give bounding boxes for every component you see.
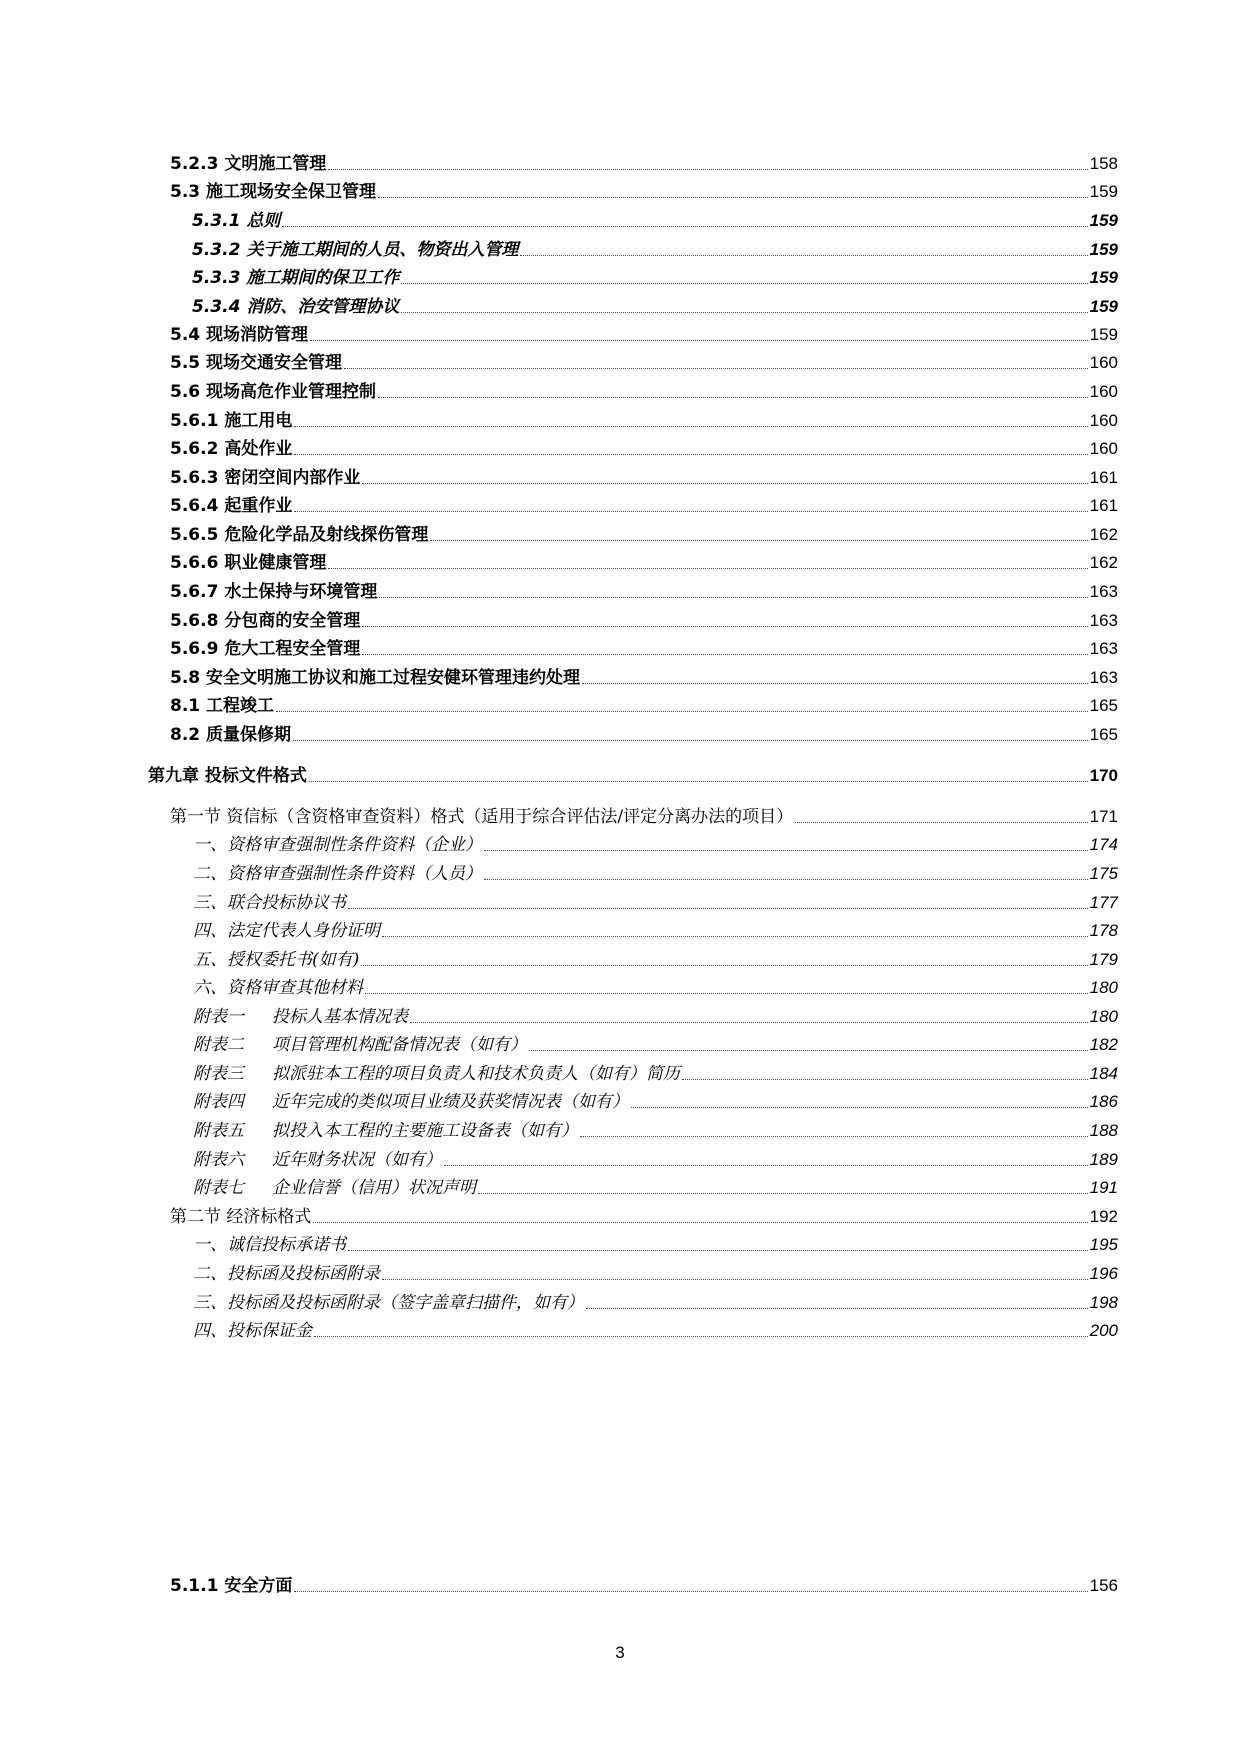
toc-entry[interactable] [170,434,1118,462]
toc-row [0,634,1240,662]
toc-entry[interactable] [170,1571,1118,1599]
toc-entry-title: 8.2 质量保修期 [170,725,292,745]
toc-page-number: 171 [1089,807,1118,826]
toc-dot-leader [410,1022,1088,1023]
toc-row [0,548,1240,576]
toc-entry-text: 近年完成的类似项目业绩及获奖情况表（如有） [272,1092,629,1112]
toc-entry-title: 8.1 工程竣工 [170,696,275,716]
toc-page-number: 159 [1089,268,1118,287]
toc-entry-title: 三、联合投标协议书 [193,893,346,913]
toc-entry[interactable] [192,206,1118,234]
toc-entry[interactable] [193,1059,1118,1087]
toc-row [0,491,1240,519]
toc-entry-title: 5.6.7 水土保持与环境管理 [170,582,378,602]
toc-row [0,606,1240,634]
toc-row [0,973,1240,1001]
toc-page-number: 182 [1089,1035,1118,1054]
toc-row [0,377,1240,405]
toc-row [0,263,1240,291]
toc-entry[interactable] [193,1288,1118,1316]
toc-page-number: 165 [1089,696,1118,715]
toc-dot-leader [382,1279,1088,1280]
toc-page-number: 191 [1089,1178,1118,1197]
toc-row [0,1202,1240,1230]
toc-row [0,1316,1240,1344]
toc-entry[interactable] [193,1173,1118,1201]
toc-entry-title: 5.8 安全文明施工协议和施工过程安健环管理违约处理 [170,668,581,688]
toc-entry-title: 5.3.3 施工期间的保卫工作 [192,268,400,288]
toc-entry-title: 5.6.8 分包商的安全管理 [170,611,361,631]
toc-page-number: 160 [1089,353,1118,372]
toc-entry[interactable] [170,548,1118,576]
toc-row [0,520,1240,548]
toc-dot-leader [348,908,1088,909]
toc-row [0,1002,1240,1030]
toc-dot-leader [520,255,1087,256]
toc-entry-title: 5.4 现场消防管理 [170,325,309,345]
toc-page-number: 160 [1089,411,1118,430]
toc-entry-label: 附表四 [193,1092,244,1112]
toc-dot-leader [379,597,1087,598]
toc-entry-title: 5.3.4 消防、治安管理协议 [192,297,400,317]
toc-page-number: 160 [1089,382,1118,401]
toc-entry[interactable] [170,720,1118,748]
toc-page-number: 200 [1089,1321,1118,1340]
toc-page-number: 159 [1089,240,1118,259]
toc-entry[interactable] [170,463,1118,491]
toc-entry[interactable] [193,888,1118,916]
toc-row [0,1030,1240,1058]
toc-entry[interactable] [192,292,1118,320]
toc-entry[interactable] [192,235,1118,263]
toc-row [0,1288,1240,1316]
toc-entry-title: 5.6.5 危险化学品及射线探伤管理 [170,525,429,545]
toc-dot-leader [378,397,1088,398]
toc-page-number: 158 [1089,154,1118,173]
toc-dot-leader [631,1107,1088,1108]
toc-page-number: 159 [1089,182,1118,201]
toc-page-number: 159 [1089,297,1118,316]
toc-entry[interactable] [170,406,1118,434]
toc-row [0,830,1240,858]
toc-entry[interactable] [193,1116,1118,1144]
toc-row [0,320,1240,348]
toc-row [0,1087,1240,1115]
toc-row [0,1259,1240,1287]
toc-dot-leader [401,283,1087,284]
toc-row [0,177,1240,205]
toc-page-number: 189 [1089,1150,1118,1169]
toc-page-number: 186 [1089,1092,1118,1111]
toc-entry[interactable] [193,973,1118,1001]
toc-page-number: 163 [1089,582,1118,601]
toc-entry-title: 四、投标保证金 [193,1321,312,1341]
toc-entry[interactable] [170,1202,1118,1230]
toc-entry-title: 第九章 投标文件格式 [148,766,307,786]
toc-entry-label: 附表三 [193,1064,244,1084]
toc-row [0,463,1240,491]
toc-entry-title: 5.2.3 文明施工管理 [170,154,327,174]
toc-entry-title [193,1002,408,1027]
toc-entry-title [193,1173,476,1198]
toc-entry[interactable] [170,577,1118,605]
toc-entry-label: 附表五 [193,1121,244,1141]
toc-page-number: 161 [1089,468,1118,487]
toc-entry[interactable] [170,377,1118,405]
toc-entry[interactable] [170,606,1118,634]
toc-dot-leader [378,197,1088,198]
toc-entry-title: 四、法定代表人身份证明 [193,921,380,941]
toc-row [0,406,1240,434]
toc-entry-title: 一、诚信投标承诺书 [193,1235,346,1255]
toc-entry-label: 附表七 [193,1178,244,1198]
toc-entry-title: 5.3.1 总则 [192,211,281,231]
toc-entry-text: 拟投入本工程的主要施工设备表（如有） [272,1121,578,1141]
toc-entry-title: 三、投标函及投标函附录（签字盖章扫描件，如有） [193,1293,584,1313]
toc-entry-title: 5.3 施工现场安全保卫管理 [170,182,377,202]
toc-entry[interactable] [170,802,1118,830]
toc-entry[interactable] [193,945,1118,973]
toc-dot-leader [313,1222,1087,1223]
toc-entry-title [193,1087,629,1112]
toc-dot-leader [582,683,1088,684]
toc-dot-leader [444,1165,1088,1166]
toc-page-number: 161 [1089,496,1118,515]
toc-row [0,945,1240,973]
toc-row [0,292,1240,320]
toc-entry-title [193,1116,578,1141]
toc-entry[interactable] [170,634,1118,662]
toc-entry-title: 二、投标函及投标函附录 [193,1264,380,1284]
toc-entry-label: 附表二 [193,1035,244,1055]
toc-entry[interactable] [193,1145,1118,1173]
toc-entry-title: 5.1.1 安全方面 [170,1576,293,1596]
toc-entry-title: 六、资格审查其他材料 [193,978,363,998]
toc-row [0,1145,1240,1173]
toc-dot-leader [484,850,1088,851]
toc-dot-leader [401,312,1087,313]
toc-dot-leader [294,511,1087,512]
toc-dot-leader [484,879,1088,880]
toc-dot-leader [382,936,1088,937]
toc-entry-label: 附表六 [193,1150,244,1170]
toc-entry-title: 五、授权委托书(如有) [193,950,360,970]
toc-page-number: 156 [1089,1576,1118,1595]
toc-entry-title: 一、资格审查强制性条件资料（企业） [193,835,482,855]
toc-page-number: 188 [1089,1121,1118,1140]
toc-row [0,761,1240,789]
toc-dot-leader [293,740,1088,741]
toc-row [0,859,1240,887]
toc-entry[interactable] [170,663,1118,691]
toc-dot-leader [795,822,1087,823]
toc-dot-leader [276,711,1088,712]
toc-entry[interactable] [170,491,1118,519]
toc-row [0,434,1240,462]
toc-page-number: 165 [1089,725,1118,744]
toc-dot-leader [314,1336,1088,1337]
toc-dot-leader [309,781,1088,782]
toc-dot-leader [294,1591,1087,1592]
toc-dot-leader [365,993,1088,994]
toc-entry[interactable] [193,1030,1118,1058]
toc-page-number: 192 [1089,1207,1118,1226]
toc-entry-text: 近年财务状况（如有） [272,1150,442,1170]
toc-row [0,348,1240,376]
toc-entry-text: 企业信誉（信用）状况声明 [272,1178,476,1198]
toc-row [0,235,1240,263]
toc-row [0,663,1240,691]
toc-dot-leader [362,654,1087,655]
toc-page-number: 163 [1089,611,1118,630]
toc-entry[interactable] [193,859,1118,887]
toc-entry[interactable] [170,520,1118,548]
toc-dot-leader [682,1079,1088,1080]
toc-entry-title [193,1059,680,1084]
toc-entry-title: 5.6 现场高危作业管理控制 [170,382,377,402]
toc-page-number: 184 [1089,1064,1118,1083]
toc-row [0,1571,1240,1599]
toc-entry[interactable] [170,691,1118,719]
toc-row [0,206,1240,234]
toc-entry-title: 5.6.4 起重作业 [170,496,293,516]
toc-row [0,691,1240,719]
toc-dot-leader [344,368,1088,369]
toc-row [0,1173,1240,1201]
toc-row [0,577,1240,605]
toc-row [0,1230,1240,1258]
toc-page-number: 180 [1089,1007,1118,1026]
toc-page-number: 195 [1089,1235,1118,1254]
toc-entry[interactable] [170,177,1118,205]
toc-dot-leader [361,965,1087,966]
toc-entry-title [193,1145,442,1170]
toc-entry[interactable] [170,149,1118,177]
toc-row [0,888,1240,916]
toc-page-number: 170 [1089,766,1118,785]
toc-page-number: 160 [1089,439,1118,458]
toc-entry-title: 5.6.9 危大工程安全管理 [170,639,361,659]
toc-entry[interactable] [193,1002,1118,1030]
toc-entry-title: 5.6.3 密闭空间内部作业 [170,468,361,488]
toc-entry-title: 第二节 经济标格式 [170,1207,312,1227]
toc-entry-text: 项目管理机构配备情况表（如有） [272,1035,527,1055]
toc-entry[interactable] [192,263,1118,291]
toc-row [0,916,1240,944]
toc-page-number: 196 [1089,1264,1118,1283]
toc-dot-leader [282,226,1087,227]
toc-entry[interactable] [170,348,1118,376]
toc-page-number: 180 [1089,978,1118,997]
toc-entry-title: 5.6.6 职业健康管理 [170,553,327,573]
toc-page-number: 178 [1089,921,1118,940]
toc-entry[interactable] [193,1087,1118,1115]
toc-page-number: 179 [1089,950,1118,969]
toc-entry-title: 第一节 资信标（含资格审查资料）格式（适用于综合评估法/评定分离办法的项目） [170,807,794,827]
toc-entry[interactable] [148,761,1118,789]
toc-entry-title: 5.3.2 关于施工期间的人员、物资出入管理 [192,240,519,260]
toc-dot-leader [310,340,1088,341]
toc-dot-leader [294,454,1087,455]
toc-page-number: 198 [1089,1293,1118,1312]
toc-page-number: 159 [1089,211,1118,230]
toc-entry-text: 投标人基本情况表 [272,1007,408,1027]
toc-entry-title: 5.6.1 施工用电 [170,411,293,431]
toc-row [0,802,1240,830]
toc-entry-title: 5.5 现场交通安全管理 [170,353,343,373]
toc-entry[interactable] [193,1230,1118,1258]
toc-page-number: 163 [1089,668,1118,687]
toc-dot-leader [362,626,1087,627]
toc-entry-label: 附表一 [193,1007,244,1027]
toc-row [0,1059,1240,1087]
toc-row [0,1116,1240,1144]
toc-entry-text: 拟派驻本工程的项目负责人和技术负责人（如有）简历 [272,1064,680,1084]
toc-entry-title [193,1030,527,1055]
toc-entry-title: 二、资格审查强制性条件资料（人员） [193,864,482,884]
toc-entry-title: 5.6.2 高处作业 [170,439,293,459]
toc-entry[interactable] [193,1316,1118,1344]
page-number: 3 [615,1643,625,1662]
toc-page-number: 162 [1089,553,1118,572]
toc-dot-leader [478,1193,1088,1194]
toc-page-number: 162 [1089,525,1118,544]
toc-dot-leader [430,540,1087,541]
toc-dot-leader [294,426,1087,427]
toc-dot-leader [348,1250,1088,1251]
toc-entry[interactable] [193,916,1118,944]
toc-page-number: 177 [1089,893,1118,912]
toc-dot-leader [529,1050,1088,1051]
toc-dot-leader [328,568,1087,569]
toc-dot-leader [586,1308,1088,1309]
toc-dot-leader [362,483,1087,484]
toc-entry[interactable] [193,830,1118,858]
toc-dot-leader [580,1136,1088,1137]
toc-page-number: 174 [1089,835,1118,854]
toc-dot-leader [328,169,1087,170]
toc-row [0,720,1240,748]
toc-page-number: 175 [1089,864,1118,883]
toc-page-number: 163 [1089,639,1118,658]
toc-page-number: 159 [1089,325,1118,344]
toc-entry[interactable] [193,1259,1118,1287]
toc-row [0,149,1240,177]
toc-entry[interactable] [170,320,1118,348]
